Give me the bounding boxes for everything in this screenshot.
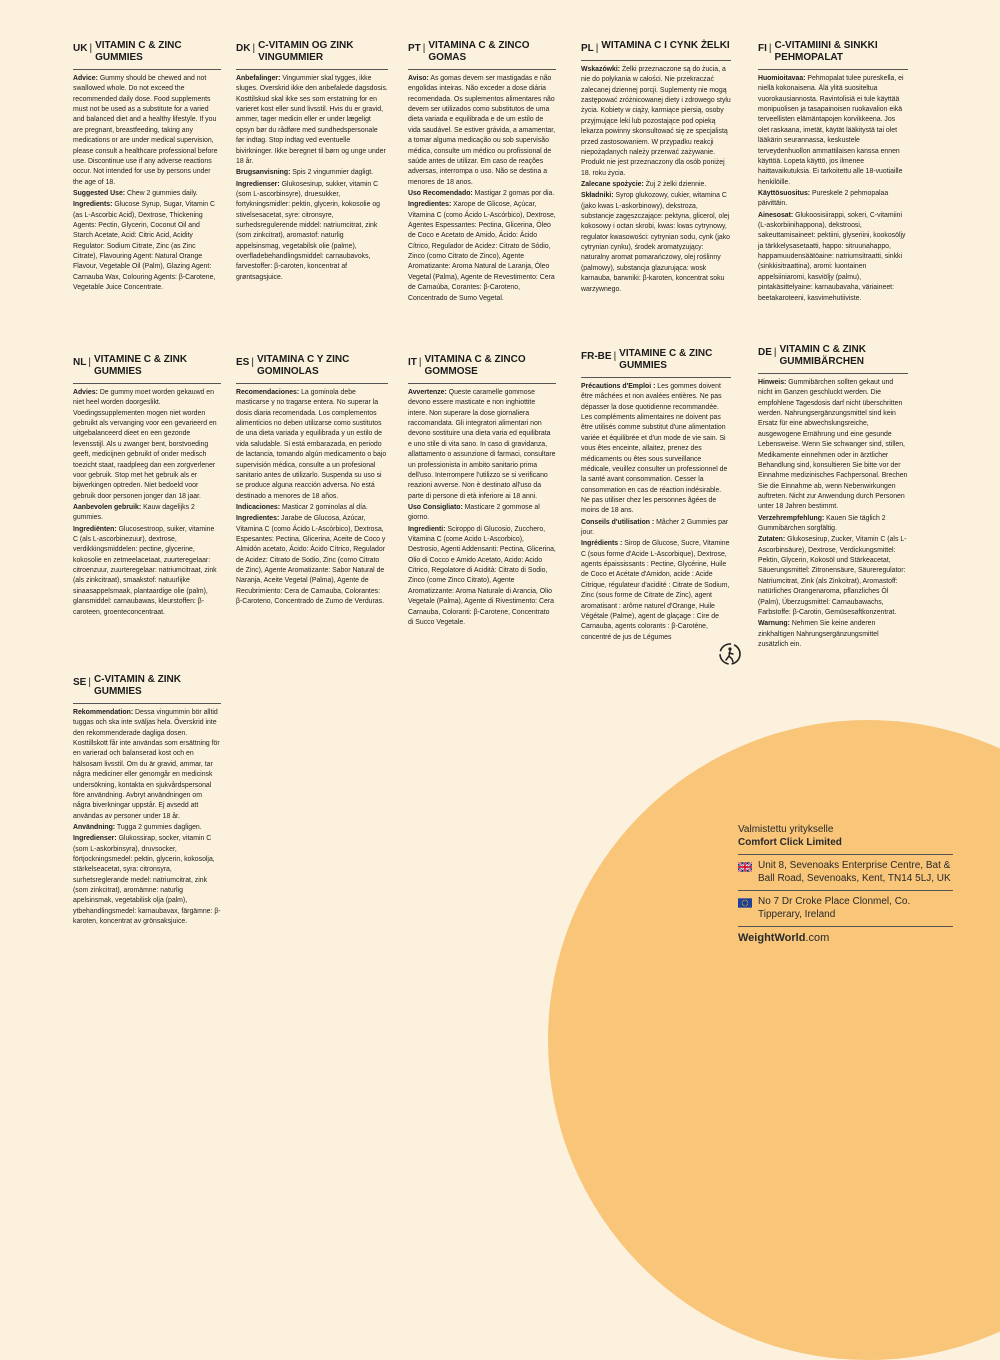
section-fi: FI | C-VITAMIINI & SINKKI PEHMOPALAT Huomioitavaa: Pehmopalat tulee pureskella, ei niellä kokonaisena. Älä ylitä suositeltua vuorokausiannosta. Ravintolisiä ei tule käyttää monipuolisen ja tasapainoisen ruokavalion eikä terveellisten elämäntapojen korvikkeena. Jos olet raskaana, imetät, käytät lääkitystä tai olet lääkärin seurannassa, keskustele terveydenhuollon ammattilaisen kanssa ennen käyttöä. Lopeta käyttö, jos ilmenee haittavaikutuksia. Ei tarkoitettu alle 18-vuotiaille henkilöille. Käyttösuositus: Pureskele 2 pehmopalaa päivittäin. Ainesosat: Glukoosisiirappi, sokeri, C-vitamiini (L-askorbiinihappona), dekstroosi, sakeuttamisaineet: pektiini, glyseriini, kookosöljy ja tärkkelysasetaatti, happo: sitruunahappo, happamuudensäätöaine: natriumsitraatti, sinkki (sinkkisitraattina), aromi: luontainen appelsiiniaromi, kasviöljy (palmu), pintakäsittelyaine: karnaubavaha, väriaineet: beetakaroteeni, kasvimehutiiviste. [758,40,908,305]
paragraph [758,535,908,618]
paragraph-text: Dessa vingummin bör alltid tuggas och ska inte sväljas hela. Överskrid inte den rekommenderade dagliga dosen. Kosttillskott får inte användas som ersättning för en varierad och balanserad kost och en hälsosam livsstil. Om du är gravid, ammar, tar några mediciner eller genomgår en medicinsk undersökning, kontakta en sjukvårdspersonal före användning. Avbryt användningen om några biverkningar uppstår. Ej avsedd att användas av personer under 18 år. [73,709,220,820]
section-nl: NL | VITAMINE C & ZINK GUMMIES Advies: De gummy moet worden gekauwd en niet heel worden doorgeslikt. Voedingssupplementen mogen niet worden gebruikt als vervanging voor een gevarieerd en uitgebalanceerd dieet en een gezonde levensstijl. Als u zwanger bent, borstvoeding geeft, medicijnen gebruikt of onder medisch toezicht staat, raadpleeg dan een zorgverlener voor gebruik. Stop met het gebruik als er bijwerkingen optreden. Niet bedoeld voor gebruik door personen jonger dan 18 jaar. Aanbevolen gebruik: Kauw dagelijks 2 gummies. Ingrediënten: Glucosestroop, suiker, vitamine C (als L-ascorbinezuur), dextrose, verdikkingsmiddelen: pectine, glycerine, kokosolie en zetmeelacetaat, zuurteregelaar: citroenzuur, zuurteregelaar: natriumcitraat, zink (als zinkcitraat), smaakstof: natuurlijke sinaasappelsmaak, plantaardige olie (palm), glansmiddel: carnaubawas, kleurstoffen: β-caroteen, groenteconcentraat. [73,354,221,619]
paragraph-text: Żuj 2 żelki dziennie. [643,180,707,188]
section-title: VITAMINE C & ZINK GUMMIES [93,354,188,377]
paragraph-text: Pureskele 2 pehmopalaa päivittäin. [758,189,889,208]
paragraph-label: Ainesosat: [758,211,794,219]
paragraph [73,189,221,199]
paragraph [236,503,388,513]
paragraph [408,503,556,524]
paragraph [73,823,221,833]
language-code: DE [758,347,772,358]
paragraph-text: Glukoosisiirappi, sokeri, C-vitamiini (L-askorbiinihappona), dekstroosi, sakeuttamisaineet: pektiini, glyseriini, kookosöljy ja tärkkelysasetaatti, happo: sitruunahappo, happamuudensäätöaine: natriumsitraatti, sinkki (sinkkisitraattina), aromi: luontainen appelsiiniaromi, kasviöljy (palmu), pintakäsittelyaine: karnaubavaha, väriaineet: beetakaroteeni, kasvimehutiiviste. [758,211,906,302]
paragraph-label: Aviso: [408,75,429,82]
paragraph-label: Suggested Use: [73,189,126,197]
brand-domain: .com [805,932,830,944]
paragraph-label: Hinweis: [758,379,787,386]
paragraph-text: Gummy should be chewed and not swallowed whole. Do not exceed the recommended daily dose. Food supplements must not be used as a substitute for a varied and balanced diet and a healthy lifestyle. If you are pregnant, breastfeeding, taking any medications or are under medical supervision, please consult a healthcare professional before use. Discontinue use if any adverse reactions occur. Not intended for use by persons under the age of 18. [73,75,218,186]
paragraph-label: Ingredienser: [236,180,280,188]
paragraph [408,200,556,304]
paragraph-label: Brugsanvisning: [236,169,291,177]
paragraph [581,518,731,539]
paragraph-label: Rekommendation: [73,709,134,716]
paragraph-text: Jarabe de Glucosa, Azúcar, Vitamina C (como Ácido L-Ascórbico), Dextrosa, Espesantes: Pectina, Glicerina, Aceite de Coco y Almidón acetato, Ácido: Ácido Cítrico, Regulador de Acidez: Citrato de Sodio, Zinc (como Citrato de Zinc), Agente Aromatizante: Sabor Natural de Naranja, Aceite Vegetal (Palma), Agente de Recubrimiento: Cera de Carnauba, Colorantes: β-Caroteno, Concentrado de Zumo de Verduras. [236,515,386,606]
paragraph [581,382,731,517]
paragraph [73,525,221,618]
uk-address: Unit 8, Sevenoaks Enterprise Centre, Bat & Ball Road, Sevenoaks, Kent, TN14 5LJ, UK [758,860,951,884]
paragraph-text: Masticare 2 gommose al giorno. [408,503,540,522]
paragraph [236,514,388,607]
paragraph-label: Ingrediënten: [73,525,117,533]
paragraph-label: Wskazówki: [581,66,621,73]
paragraph-label: Ingrédients : [581,540,623,548]
paragraph-text: Glucose Syrup, Sugar, Vitamin C (as L-Ascorbic Acid), Dextrose, Thickening Agents: Pectin, Glycerin, Coconut Oil and Starch Acetate, Acid: Citric Acid, Acidity Regulator: Sodium Citrate, Zinc (as Zinc Citrate), Flavouring Agent: Natural Orange Flavour, Vegetable Oil (Palm), Glazing Agent: Carnauba Wax, Colouring Agents: β-Carotene, Vegetable Juice Concentrate. [73,201,216,292]
section-fr-be: FR-BE | VITAMINE C & ZINC GUMMIES Précautions d'Emploi : Les gommes doivent être mâchées et non avalées entières. Ne pas dépasser la dose quotidienne recommandée. Les compléments alimentaires ne doivent pas être utilisés comme substitut d'une alimentation variée et équilibrée et d'un mode de vie sain. Si vous êtes enceinte, allaitez, prenez des médicaments ou êtes sous surveillance médicale, veuillez consulter un professionnel de la santé avant consommation. Cesser la consommation en cas de réaction indésirable. Ne pas utiliser chez les personnes âgées de moins de 18 ans. Conseils d'utilisation : Mâcher 2 Gummies par jour. Ingrédients : Sirop de Glucose, Sucre, Vitamine C (sous forme d'Acide L-Ascorbique), Dextrose, agents épaississants : Pectine, Glycérine, Huile de Coco et Acétate d'Amidon, acide : Acide Citrique, régulateur d'acidité : Citrate de Sodium, Zinc (sous forme de Citrate de Zinc), agent aromatisant : arôme naturel d'Orange, Huile Végétale (Palme), agent de glaçage : Cire de Carnauba, agents colorants : β-Carotène, concentré de jus de Légumes [581,348,731,644]
paragraph-label: Recomendaciones: [236,389,300,396]
section-body [73,388,221,618]
section-pl: PL | WITAMINA C I CYNK ŻELKI Wskazówki: Żelki przeznaczone są do żucia, a nie do połykania w całości. Nie przekraczać zalecanej dziennej porcji. Suplementy nie mogą zastępować zróżnicowanej diety i zdrowego stylu życia. Kobiety w ciąży, karmiące piersią, osoby przyjmujące leki lub pozostające pod opieką lekarza powinny skonsultować się ze specjalistą przed zastosowaniem. W przypadku reakcji niepożądanych należy przerwać zażywanie. Produkt nie jest przeznaczony dla osób poniżej 18. roku życia. Zalecane spożycie: Żuj 2 żelki dziennie. Składniki: Syrop glukozowy, cukier, witamina C (jako kwas L-askorbinowy), dekstroza, substancje zagęszczające: pektyna, glicerol, olej kokosowy i octan skrobi, kwas: kwas cytrynowy, regulator kwasowości: cytrynian sodu, cynk (jako cytrynian cynku), środek aromatyzujący: naturalny aromat pomarańczowy, olej roślinny (palmowy), substancja glazurująca: wosk karnauba, barwniki: β-karoten, koncentrat soku warzywnego. [581,40,731,296]
paragraph-text: Glukosesirup, Zucker, Vitamin C (als L-Ascorbinsäure), Dextrose, Verdickungsmittel: Pektin, Glycerin, Kokosöl und Stärkeacetat, Säuerungsmittel: Zitronensäure, Säureregulator: Natriumcitrat, Zink (als Zinkcitrat), Aromastoff: natürliches Orangenaroma, pflanzliches Öl (Palm), Überzugsmittel: Carnaubawachs, Farbstoffe: β-Carotin, Gemüsesaftkonzentrat. [758,536,907,616]
paragraph-label: Zutaten: [758,536,786,544]
section-title: C-VITAMIINI & SINKKI PEHMOPALAT [774,40,878,63]
brand-name: WeightWorld [738,932,806,944]
section-title: VITAMINE C & ZINC GUMMIES [619,348,713,371]
section-it: IT | VITAMINA C & ZINCO GOMMOSE Avvertenze: Queste caramelle gommose devono essere masticate e non inghiottite intere. Non superare la dose giornaliera raccomandata. Gli integratori alimentari non devono sostituire una dieta varia ed equilibrata e uno stile di vita sano. In caso di gravidanza, allattamento o assunzione di farmaci, consultare un professionista in ambito sanitario prima dell'uso. Interrompere l'utilizzo se si verificano reazioni avverse. Non è destinato all'uso da parte di persone di età inferiore ai 18 anni. Uso Consigliato: Masticare 2 gommose al giorno. Ingredienti: Sciroppo di Glucosio, Zucchero, Vitamina C (come Acido L-Ascorbico), Destrosio, Agenti Addensanti: Pectina, Glicerina, Olio di Cocco e Amido Acetato, Acido: Acido Citrico, Regolatore di Acidità: Citrato di Sodio, Zinco (come Zinco Citrato), Agente Aromatizzante: Aroma Naturale di Arancia, Olio Vegetale (Palma), Agente di Rivestimento: Cera Carnauba, Coloranti: β-Carotene, Concentrato di Succo Vegetale. [408,354,556,629]
recycling-icon [718,642,742,666]
paragraph-text: Xarope de Glicose, Açúcar, Vitamina C (como Ácido L-Ascórbico), Dextrose, Agentes Espessantes: Pectina, Glicerina, Óleo de Coco e Acetato de Amido, Ácido: Ácido Cítrico, Regulador de Acidez: Citrato de Sódio, Zinco (como Citrato de Zinco), Agente Aromatizante: Aroma Natural de Laranja, Óleo Vegetal (Palma), Agente de Revestimento: Cera de Carnaúba, Corantes: β-Caroteno, Concentrado de Sumo Vegetal. [408,201,556,302]
paragraph-text: Spis 2 vingummier dagligt. [290,169,374,177]
paragraph-text: Chew 2 gummies daily. [125,189,198,197]
paragraph [73,503,221,524]
paragraph [408,388,556,502]
section-body [408,388,556,628]
paragraph [758,619,908,650]
paragraph [758,189,908,210]
paragraph-label: Ingredients: [73,201,113,209]
section-title: VITAMINA C Y ZINC GOMINOLAS [256,354,350,377]
section-body [73,708,221,928]
paragraph-label: Ingredienser: [73,835,117,843]
language-code: UK [73,43,88,54]
section-body [73,74,221,294]
paragraph-text: Pehmopalat tulee pureskella, ei niellä kokonaisena. Älä ylitä suositeltua vuorokausiannosta. Ravintolisiä ei tule käyttää monipuolisen ja tasapainoisen ruokavalion eikä terveellisten elämäntapojen korvikkeena. Jos olet raskaana, imetät, käytät lääkitystä tai olet lääkärin seurannassa, keskustele terveydenhuollon ammattilaisen kanssa ennen käyttöä. Lopeta käyttö, jos ilmenee haittavaikutuksia. Ei tarkoitettu alle 18-vuotiaille henkilöille. [758,75,904,186]
paragraph-text: As gomas devem ser mastigadas e não engolidas inteiras. Não exceder a dose diária recomendada. Os suplementos alimentares não devem ser utilizados como substitutos de uma dieta variada e equilibrada e de um estilo de vida saudável. Se estiver grávida, a amamentar, a tomar alguma medicação ou sob supervisão médica, consulte um médico ou profissional de saúde antes de utilizar. Em caso de reações adversas, interrompa o uso. Não se destina a menores de 18 anos. [408,75,556,186]
paragraph-text: Gummibärchen sollten gekaut und nicht im Ganzen geschluckt werden. Die empfohlene Tagesdosis darf nicht überschritten werden. Nahrungsergänzungsmittel sind kein Ersatz für eine abwechslungsreiche, ausgewogene Ernährung und eine gesunde Lebensweise. Wenn Sie schwanger sind, stillen, Medikamente einnehmen oder in ärztlicher Behandlung sind, konsultieren Sie bitte vor der Einnahme medizinisches Fachpersonal. Brechen Sie die Einnahme ab, wenn Nebenwirkungen auftreten. Nicht zur Anwendung durch Personen unter 18 Jahren bestimmt. [758,379,908,511]
language-code: DK [236,43,251,54]
language-code: FI [758,43,767,54]
paragraph-text: Syrop glukozowy, cukier, witamina C (jako kwas L-askorbinowy), dekstroza, substancje zagęszczające: pektyna, glicerol, olej kokosowy i octan skrobi, kwas: kwas cytrynowy, regulator kwasowości: cytrynian sodu, cynk (jako cytrynian cynku), środek aromatyzujący: naturalny aromat pomarańczowy, olej roślinny (palmowy), substancja glazurująca: wosk karnauba, barwniki: β-karoten, koncentrat soku warzywnego. [581,192,730,293]
paragraph [73,834,221,927]
language-code: PL [581,43,594,54]
paragraph-label: Huomioitavaa: [758,75,806,82]
manufacturer-intro: Valmistettu yritykselle [738,824,834,835]
section-body [581,382,731,643]
decorative-orange-circle [548,720,1000,1360]
paragraph-label: Indicaciones: [236,503,281,511]
paragraph-label: Användning: [73,823,116,831]
paragraph [73,200,221,293]
paragraph-text: Żelki przeznaczone są do żucia, a nie do połykania w całości. Nie przekraczać zalecanej dziennej porcji. Suplementy nie mogą zastępować zróżnicowanej diety i zdrowego stylu życia. Kobiety w ciąży, karmiące piersią, osoby przyjmujące leki lub pozostające pod opieką lekarza powinny skonsultować się ze specjalistą przed zastosowaniem. W przypadku reakcji niepożądanych należy przerwać zażywanie. Produkt nie jest przeznaczony dla osób poniżej 18. roku życia. [581,66,731,177]
section-body [758,74,908,304]
paragraph-label: Advice: [73,75,98,82]
paragraph [758,74,908,188]
section-body [236,74,388,283]
paragraph-text: Sciroppo di Glucosio, Zucchero, Vitamina C (come Acido L-Ascorbico), Destrosio, Agenti Addensanti: Pectina, Glicerina, Olio di Cocco e Amido Acetato, Acido: Acido Citrico, Regolatore di Acidità: Citrato di Sodio, Zinco (come Zinco Citrato), Agente Aromatizzante: Aroma Naturale di Arancia, Olio Vegetale (Palma), Agente di Rivestimento: Cera Carnauba, Coloranti: β-Carotene, Concentrato di Succo Vegetale. [408,525,556,626]
language-code: FR-BE [581,351,612,362]
eu-flag-icon [738,898,752,908]
section-es: ES | VITAMINA C Y ZINC GOMINOLAS Recomendaciones: La gominola debe masticarse y no tragarse entera. No superar la dosis diaria recomendada. Los complementos alimenticios no deben utilizarse como sustitutos de una dieta variada y equilibrada y un estilo de vida saludable. Si está embarazada, en periodo de lactancia, tomando algún medicamento o bajo supervisión médica, consulte a un profesional sanitario antes de utilizarlo. Suspenda su uso si se produce alguna reacción adversa. No está destinado a menores de 18 años. Indicaciones: Masticar 2 gominolas al día. Ingredientes: Jarabe de Glucosa, Azúcar, Vitamina C (como Ácido L-Ascórbico), Dextrosa, Espesantes: Pectina, Glicerina, Aceite de Coco y Almidón acetato, Ácido: Ácido Cítrico, Regulador de Acidez: Citrato de Sodio, Zinc (como Citrato de Zinc), Agente Aromatizante: Sabor Natural de Naranja, Aceite Vegetal (Palma), Agente de Recubrimiento: Cera de Carnauba, Colorantes: β-Caroteno, Concentrado de Zumo de Verduras. [236,354,388,609]
paragraph-label: Uso Consigliato: [408,503,463,511]
paragraph-text: Tugga 2 gummies dagligen. [115,823,202,831]
paragraph-label: Warnung: [758,620,790,628]
section-title: VITAMIN C & ZINK GUMMIBÄRCHEN [779,344,866,367]
paragraph-text: Vingummier skal tygges, ikke sluges. Overskrid ikke den anbefalede dagsdosis. Kosttilskud skal ikke ses som erstatning for en varieret kost eller sund livsstil. Hvis du er gravid, ammer, tager medicin eller er under lægeligt opsyn bør du rådføre med sundhedspersonale før indtag. Stop indtag ved eventuelle bivirkninger. Ikke beregnet til børn og unge under 18 år. [236,75,388,165]
paragraph-label: Précautions d'Emploi : [581,383,656,390]
paragraph-text: De gummy moet worden gekauwd en niet heel worden doorgeslikt. Voedingssupplementen mogen niet worden gebruikt als vervanging voor een gevarieerd en uitgebalanceerd dieet en een gezonde levensstijl. Als u zwanger bent, borstvoeding geeft, medicijnen gebruikt of onder medisch toezicht staat, raadpleeg dan een zorgverlener voor gebruik. Stop met het gebruik als er bijwerkingen optreden. Niet bedoeld voor gebruik door personen jonger dan 18 jaar. [73,389,217,500]
paragraph-label: Aanbevolen gebruik: [73,503,142,511]
paragraph-text: Mastigar 2 gomas por dia. [472,189,555,197]
paragraph-text: Sirop de Glucose, Sucre, Vitamine C (sous forme d'Acide L-Ascorbique), Dextrose, agents épaississants : Pectine, Glycérine, Huile de Coco et Acétate d'Amidon, acide : Acide Citrique, régulateur d'acidité : Citrate de Sodium, Zinc (sous forme de Citrate de Zinc), agent aromatisant : arôme naturel d'Orange, Huile Végétale (Palme), agent de glaçage : Cire de Carnauba, agents colorants : β-Carotène, concentré de jus de Légumes [581,540,730,641]
section-title: VITAMIN C & ZINC GUMMIES [95,40,182,63]
section-title: WITAMINA C I CYNK ŻELKI [601,40,730,51]
paragraph-text: Glukossirap, socker, vitamin C (som L-askorbinsyra), druvsocker, förtjockningsmedel: pektin, glycerin, kokosolja, stärkelseacetat, syra: citronsyra, surhetsreglerande medel: natriumcitrat, zink (som zinkcitrat), aromämne: naturlig apelsinsmak, vegetabilisk olja (palm), ytbehandlingsmedel: karnaubavax, färgämne: β-karoten, koncentrat av grönsaksjuice. [73,835,221,926]
language-code: NL [73,357,87,368]
language-code: IT [408,357,417,368]
paragraph-label: Verzehrempfehlung: [758,514,825,522]
paragraph [73,388,221,502]
language-code: PT [408,43,421,54]
paragraph-text: Kauen Sie täglich 2 Gummibärchen sorgfältig. [758,514,886,533]
paragraph-label: Składniki: [581,192,614,200]
section-dk: DK | C-VITAMIN OG ZINK VINGUMMIER Anbefalinger: Vingummier skal tygges, ikke sluges. Overskrid ikke den anbefalede dagsdosis. Kosttilskud skal ikke ses som erstatning for en varieret kost eller sund livsstil. Hvis du er gravid, ammer, tager medicin eller er under lægeligt opsyn bør du rådføre med sundhedspersonale før indtag. Stop indtag ved eventuelle bivirkninger. Ikke beregnet til børn og unge under 18 år. Brugsanvisning: Spis 2 vingummier dagligt. Ingredienser: Glukosesirup, sukker, vitamin C (som L-ascorbinsyre), druesukker, fortykningsmidler: pektin, glycerin, kokosolie og stivelsesacetat, syre: citronsyre, surhedsregulerende middel: natriumcitrat, zink (som zinkcitrat), aromastof: naturlig appelsinsmag, vegetabilsk olie (palme), overfladebehandlingsmiddel: carnaubavoks, farvestoffer: β-caroten, koncentrat af grøntsagsjuice. [236,40,388,284]
paragraph [236,388,388,502]
paragraph [581,539,731,643]
section-pt: PT | VITAMINA C & ZINCO GOMAS Aviso: As gomas devem ser mastigadas e não engolidas inteiras. Não exceder a dose diária recomendada. Os suplementos alimentares não devem ser utilizados como substitutos de uma dieta variada e equilibrada e de um estilo de vida saudável. Se estiver grávida, a amamentar, a tomar alguma medicação ou sob supervisão médica, consulte um médico ou profissional de saúde antes de utilizar. Em caso de reações adversas, interrompa o uso. Não se destina a menores de 18 anos. Uso Recomendado: Mastigar 2 gomas por dia. Ingredientes: Xarope de Glicose, Açúcar, Vitamina C (como Ácido L-Ascórbico), Dextrose, Agentes Espessantes: Pectina, Glicerina, Óleo de Coco e Acetato de Amido, Ácido: Ácido Cítrico, Regulador de Acidez: Citrato de Sódio, Zinco (como Citrato de Zinco), Agente Aromatizante: Aroma Natural de Laranja, Óleo Vegetal (Palma), Agente de Revestimento: Cera de Carnaúba, Corantes: β-Caroteno, Concentrado de Sumo Vegetal. [408,40,556,305]
section-title: C-VITAMIN OG ZINK VINGUMMIER [258,40,354,63]
eu-address-row [738,896,953,921]
paragraph [408,189,556,199]
paragraph [758,211,908,304]
paragraph-text: Queste caramelle gommose devono essere masticate e non inghiottite intere. Non superare la dose giornaliera raccomandata. Gli integratori alimentari non devono sostituire una dieta varia ed equilibrata e uno stile di vita sano. In caso di gravidanza, allattamento o assunzione di farmaci, consultare un professionista in ambito sanitario prima dell'uso. Interrompere l'utilizzo se si verificano reazioni avverse. Non è destinato all'uso da parte di persone di età inferiore ai 18 anni. [408,389,556,500]
language-code: ES [236,357,250,368]
section-title: VITAMINA C & ZINCO GOMAS [428,40,530,63]
section-title: VITAMINA C & ZINCO GOMMOSE [424,354,526,377]
section-body [236,388,388,608]
paragraph-text: Nehmen Sie keine anderen zinkhaltigen Nahrungsergänzungsmittel zusätzlich ein. [758,620,879,648]
paragraph-label: Advies: [73,389,98,396]
paragraph-label: Ingredienti: [408,525,446,533]
uk-flag-icon [738,862,752,872]
paragraph-label: Käyttösuositus: [758,189,811,197]
paragraph [73,74,221,188]
paragraph [581,191,731,295]
section-title: C-VITAMIN & ZINK GUMMIES [93,674,181,697]
paragraph-text: Glucosestroop, suiker, vitamine C (als L-ascorbinezuur), dextrose, verdikkingsmiddelen: pectine, glycerine, kokosolie en zetmeelacetaat, zuurteregelaar: citroenzuur, zuurteregelaar: natriumcitraat, zink (als zinkcitraat), smaakstof: natuurlijke sinaasappelsmaak, plantaardige olie (palm), glansmiddel: carnaubawas, kleurstoffen: β-caroteen, groenteconcentraat. [73,525,217,616]
paragraph-label: Uso Recomendado: [408,189,473,197]
paragraph-text: Les gommes doivent être mâchées et non avalées entières. Ne pas dépasser la dose quotidienne recommandée. Les compléments alimentaires ne doivent pas être utilisés comme substitut d'une alimentation variée et équilibrée et d'un mode de vie sain. Si vous êtes enceinte, allaitez, prenez des médicaments ou êtes sous surveillance médicale, veuillez consulter un professionnel de la santé avant consommation. Cesser la consommation en cas de réaction indésirable. Ne pas utiliser chez les personnes âgées de moins de 18 ans. [581,383,728,515]
eu-address: No 7 Dr Croke Place Clonmel, Co. Tipperary, Ireland [758,896,911,920]
paragraph [408,525,556,629]
paragraph-text: La gominola debe masticarse y no tragarse entera. No superar la dosis diaria recomendada. Los complementos alimenticios no deben utilizarse como sustitutos de una dieta variada y equilibrada y un estilo de vida saludable. Si está embarazada, en periodo de lactancia, tomando algún medicamento o bajo supervisión médica, consulte a un profesional sanitario antes de utilizarlo. Suspenda su uso si se produce alguna reacción adversa. No está destinado a menores de 18 años. [236,389,387,500]
paragraph-label: Avvertenze: [408,389,447,396]
paragraph [581,180,731,190]
company-name: Comfort Click Limited [738,836,842,848]
paragraph [408,74,556,188]
section-body [408,74,556,304]
language-code: SE [73,677,87,688]
brand-website[interactable] [738,932,953,944]
paragraph-label: Anbefalinger: [236,75,281,82]
section-de: DE | VITAMIN C & ZINK GUMMIBÄRCHEN Hinweis: Gummibärchen sollten gekaut und nicht im Ganzen geschluckt werden. Die empfohlene Tagesdosis darf nicht überschritten werden. Nahrungsergänzungsmittel sind kein Ersatz für eine abwechslungsreiche, ausgewogene Ernährung und eine gesunde Lebensweise. Wenn Sie schwanger sind, stillen, Medikamente einnehmen oder in ärztlicher Behandlung sind, konsultieren Sie bitte vor der Einnahme medizinisches Fachpersonal. Brechen Sie die Einnahme ab, wenn Nebenwirkungen auftreten. Nicht zur Anwendung durch Personen unter 18 Jahren bestimmt. Verzehrempfehlung: Kauen Sie täglich 2 Gummibärchen sorgfältig. Zutaten: Glukosesirup, Zucker, Vitamin C (als L-Ascorbinsäure), Dextrose, Verdickungsmittel: Pektin, Glycerin, Kokosöl und Stärkeacetat, Säuerungsmittel: Zitronensäure, Säureregulator: Natriumcitrat, Zink (als Zinkcitrat), Aromastoff: natürliches Orangenaroma, pflanzliches Öl (Palm), Überzugsmittel: Carnaubawachs, Farbstoffe: β-Carotin, Gemüsesaftkonzentrat. Warnung: Nehmen Sie keine anderen zinkhaltigen Nahrungsergänzungsmittel zusätzlich ein. [758,344,908,651]
paragraph [236,180,388,284]
uk-address-row [738,860,953,885]
section-se: SE | C-VITAMIN & ZINK GUMMIES Rekommendation: Dessa vingummin bör alltid tuggas och ska inte sväljas hela. Överskrid inte den rekommenderade dagliga dosen. Kosttillskott får inte användas som ersättning för en varierad och balanserad kost och en hälsosam livsstil. Om du är gravid, ammar, tar några mediciner eller genomgår en medicinsk undersökning, kontakta en sjukvårdspersonal före användning. Avbryt användningen om några biverkningar uppstår. Ej avsedd att användas av personer under 18 år. Användning: Tugga 2 gummies dagligen. Ingredienser: Glukossirap, socker, vitamin C (som L-askorbinsyra), druvsocker, förtjockningsmedel: pektin, glycerin, kokosolja, stärkelseacetat, syra: citronsyra, surhetsreglerande medel: natriumcitrat, zink (som zinkcitrat), aromämne: naturlig apelsinsmak, vegetabilisk olja (palm), ytbehandlingsmedel: karnaubavax, färgämne: β-karoten, koncentrat av grönsaksjuice. [73,674,221,929]
section-body [581,65,731,295]
paragraph-text: Glukosesirup, sukker, vitamin C (som L-ascorbinsyre), druesukker, fortykningsmidler: pektin, glycerin, kokosolie og stivelsesacetat, syre: citronsyre, surhedsregulerende middel: natriumcitrat, zink (som zinkcitrat), aromastof: naturlig appelsinsmag, vegetabilsk olie (palme), overfladebehandlingsmiddel: carnaubavoks, farvestoffer: β-caroten, koncentrat af grøntsagsjuice. [236,180,381,281]
paragraph-label: Conseils d'utilisation : [581,518,655,526]
section-body [758,378,908,650]
paragraph-label: Ingredientes: [236,515,280,523]
paragraph-label: Zalecane spożycie: [581,180,644,188]
paragraph [236,168,388,178]
paragraph-text: Kauw dagelijks 2 gummies. [73,503,195,522]
paragraph-text: Mâcher 2 Gummies par jour. [581,518,729,537]
paragraph [758,378,908,513]
paragraph [581,65,731,179]
section-uk: UK | VITAMIN C & ZINC GUMMIES Advice: Gummy should be chewed and not swallowed whole. Do not exceed the recommended daily dose. Food supplements must not be used as a substitute for a varied and balanced diet and a healthy lifestyle. If you are pregnant, breastfeeding, taking any medications or are under medical supervision, please consult a healthcare professional before use. Discontinue use if any adverse reactions occur. Not intended for use by persons under the age of 18. Suggested Use: Chew 2 gummies daily. Ingredients: Glucose Syrup, Sugar, Vitamin C (as L-Ascorbic Acid), Dextrose, Thickening Agents: Pectin, Glycerin, Coconut Oil and Starch Acetate, Acid: Citric Acid, Acidity Regulator: Sodium Citrate, Zinc (as Zinc Citrate), Flavouring Agent: Natural Orange Flavour, Vegetable Oil (Palm), Glazing Agent: Carnauba Wax, Colouring Agents: β-Carotene, Vegetable Juice Concentrate. [73,40,221,295]
paragraph [236,74,388,167]
paragraph [758,514,908,535]
paragraph-label: Ingredientes: [408,201,452,209]
paragraph [73,708,221,822]
paragraph-text: Masticar 2 gominolas al día. [280,503,368,511]
manufacturer-contact [738,824,953,944]
